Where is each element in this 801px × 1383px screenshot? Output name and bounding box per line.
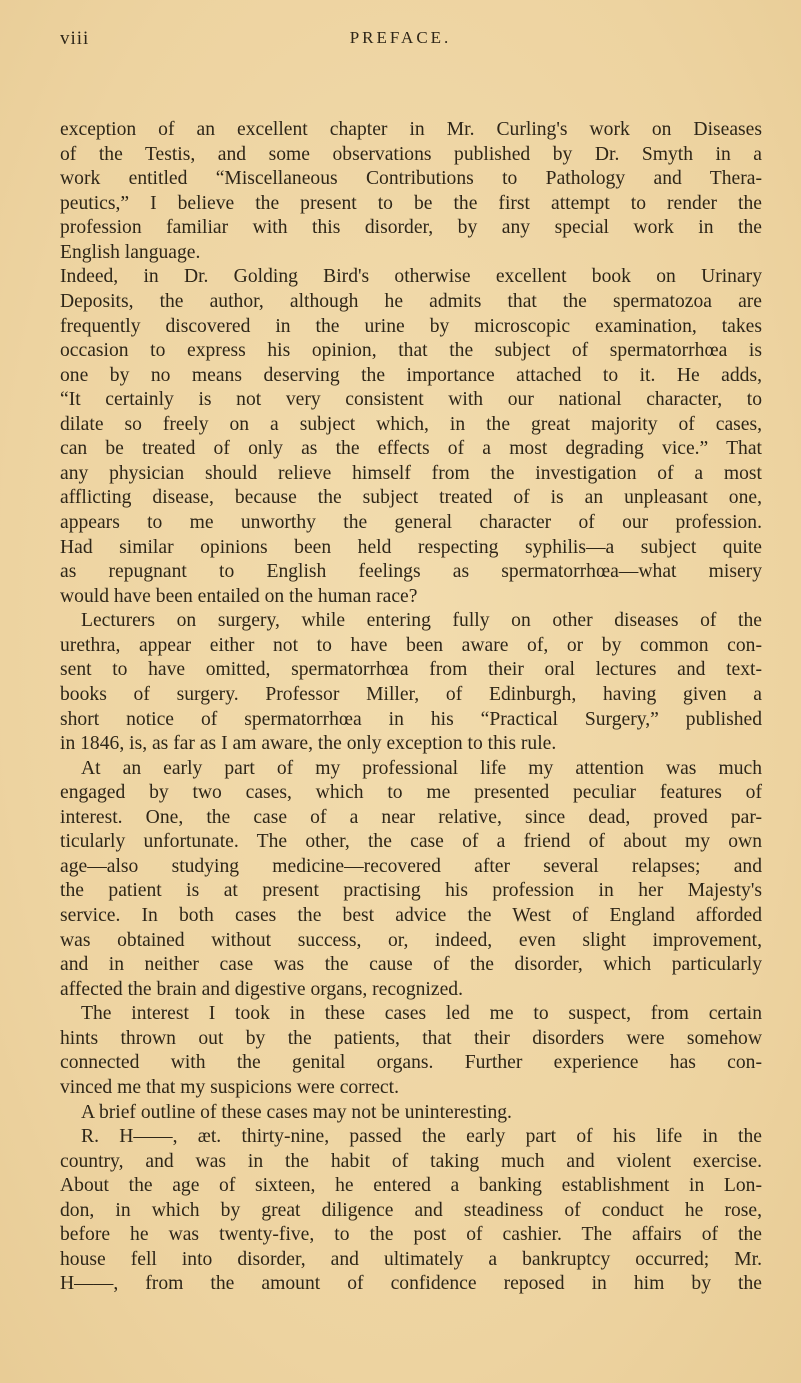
running-title: PREFACE.	[349, 28, 452, 47]
text-line: would have been entailed on the human race?	[60, 585, 418, 607]
text-line: English language.	[60, 241, 201, 263]
text-line: any physician should relieve himself from the investigation of a most	[60, 462, 762, 484]
text-line: affected the brain and digestive organs, recognized.	[60, 978, 463, 1000]
text-line: R. H——, æt. thirty-nine, passed the early part of his life in the	[81, 1126, 762, 1148]
text-line: and in neither case was the cause of the disorder, which particularly	[60, 954, 762, 976]
text-line: house fell into disorder, and ultimately a bankruptcy occurred; Mr.	[60, 1248, 762, 1270]
text-line: engaged by two cases, which to me presented peculiar features of	[60, 782, 762, 804]
text-line: afflicting disease, because the subject treated of is an unpleasant one,	[60, 487, 762, 509]
text-line: The interest I took in these cases led me to suspect, from certain	[81, 1003, 762, 1025]
text-line: before he was twenty-five, to the post of cashier. The affairs of the	[60, 1224, 762, 1246]
text-line: don, in which by great diligence and steadiness of conduct he rose,	[60, 1199, 762, 1221]
text-line: Deposits, the author, although he admits that the spermatozoa are	[60, 290, 762, 312]
text-line: “It certainly is not very consistent with our national character, to	[60, 389, 762, 411]
text-line: profession familiar with this disorder, by any special work in the	[60, 217, 762, 239]
text-line: one by no means deserving the importance attached to it. He adds,	[60, 364, 762, 386]
text-line: Lecturers on surgery, while entering fully on other diseases of the	[81, 610, 762, 632]
text-line: vinced me that my suspicions were correct.	[60, 1076, 399, 1098]
text-line: country, and was in the habit of taking much and violent exercise.	[60, 1150, 762, 1172]
text-line: in 1846, is, as far as I am aware, the only exception to this rule.	[60, 733, 557, 755]
text-line: appears to me unworthy the general character of our profession.	[60, 512, 762, 533]
text-line: peutics,” I believe the present to be the first attempt to render the	[60, 192, 762, 214]
text-line: Had similar opinions been held respecting syphilis—a subject quite	[60, 536, 762, 558]
text-line: At an early part of my professional life my attention was much	[81, 757, 762, 779]
text-line: service. In both cases the best advice the West of England afforded	[60, 905, 762, 926]
text-line: About the age of sixteen, he entered a banking establishment in Lon-	[60, 1175, 762, 1197]
text-line: short notice of spermatorrhœa in his “Practical Surgery,” published	[60, 708, 762, 730]
text-line: hints thrown out by the patients, that their disorders were somehow	[60, 1027, 762, 1049]
text-line: can be treated of only as the effects of a most degrading vice.” That	[60, 438, 762, 460]
text-line: dilate so freely on a subject which, in the great majority of cases,	[60, 413, 762, 435]
page-number: viii	[60, 28, 90, 49]
text-line: A brief outline of these cases may not be uninteresting.	[81, 1101, 512, 1123]
text-line: of the Testis, and some observations published by Dr. Smyth in a	[60, 143, 762, 165]
text-line: connected with the genital organs. Further experience has con-	[60, 1052, 762, 1074]
text-line: books of surgery. Professor Miller, of Edinburgh, having given a	[60, 683, 762, 705]
text-line: age—also studying medicine—recovered after several relapses; and	[60, 855, 762, 877]
text-line: exception of an excellent chapter in Mr. Curling's work on Diseases	[60, 119, 762, 140]
text-line: occasion to express his opinion, that the subject of spermatorrhœa is	[60, 340, 762, 362]
text-line: ticularly unfortunate. The other, the case of a friend of about my own	[60, 831, 762, 853]
body-text	[60, 118, 762, 1297]
text-line: as repugnant to English feelings as spermatorrhœa—what misery	[60, 561, 762, 583]
text-line: the patient is at present practising his profession in her Majesty's	[60, 880, 762, 902]
text-line: urethra, appear either not to have been aware of, or by common con-	[60, 634, 762, 656]
text-line: work entitled “Miscellaneous Contributions to Pathology and Thera-	[60, 168, 762, 190]
text-line: was obtained without success, or, indeed, even slight improvement,	[60, 929, 762, 951]
text-line: frequently discovered in the urine by microscopic examination, takes	[60, 315, 762, 337]
text-line: interest. One, the case of a near relative, since dead, proved par-	[60, 806, 762, 828]
text-line: sent to have omitted, spermatorrhœa from their oral lectures and text-	[60, 659, 762, 681]
text-line: Indeed, in Dr. Golding Bird's otherwise excellent book on Urinary	[60, 266, 762, 288]
text-line: H——, from the amount of confidence reposed in him by the	[60, 1273, 762, 1295]
